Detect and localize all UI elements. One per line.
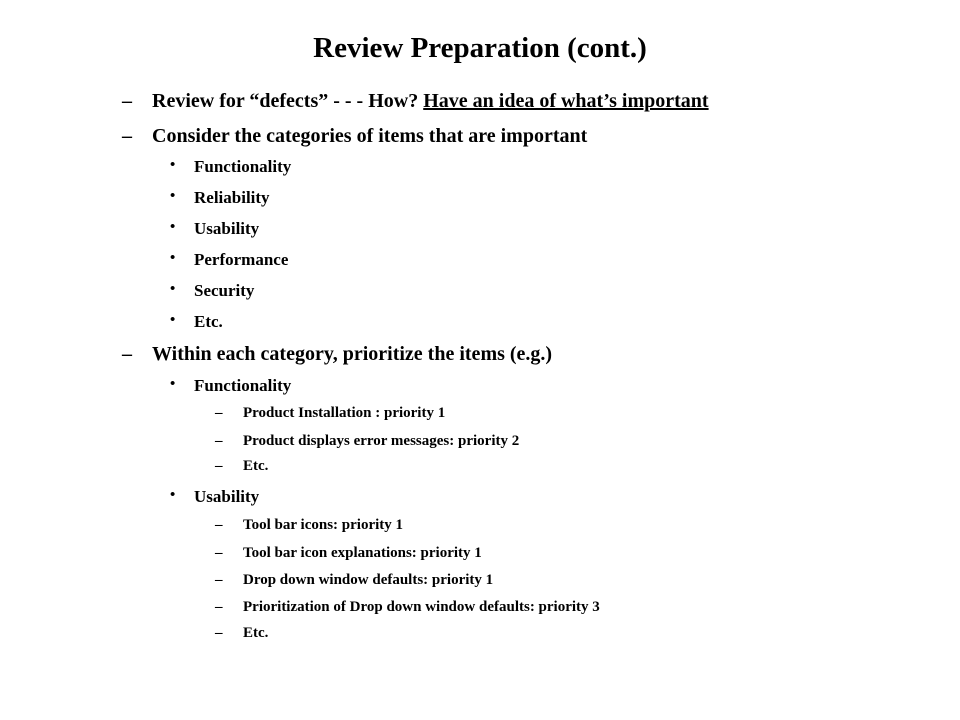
priority-item: Drop down window defaults: priority 1: [243, 572, 494, 588]
point-prioritize-items: Within each category, prioritize the items (e.g.): [152, 343, 553, 365]
category-item: Performance: [194, 250, 289, 269]
priority-item: Prioritization of Drop down window defaults: priority 3: [243, 599, 600, 615]
dash-marker: –: [215, 572, 223, 588]
group-usability: Usability: [194, 487, 260, 506]
category-item: Usability: [194, 219, 260, 238]
dash-marker: –: [122, 125, 132, 147]
bullet-marker: •: [170, 250, 176, 266]
bullet-marker: •: [170, 219, 176, 235]
category-item: Reliability: [194, 188, 270, 207]
dash-marker: –: [122, 343, 132, 365]
bullet-marker: •: [170, 281, 176, 297]
category-item: Functionality: [194, 157, 292, 176]
bullet-marker: •: [170, 157, 176, 173]
priority-item: Etc.: [243, 458, 269, 474]
dash-marker: –: [215, 625, 223, 641]
dash-marker: –: [215, 433, 223, 449]
bullet-marker: •: [170, 376, 176, 392]
priority-item: Etc.: [243, 625, 269, 641]
dash-marker: –: [215, 545, 223, 561]
slide-title: Review Preparation (cont.): [313, 32, 647, 64]
group-functionality: Functionality: [194, 376, 292, 395]
point-consider-categories: Consider the categories of items that are important: [152, 125, 588, 147]
priority-item: Tool bar icon explanations: priority 1: [243, 545, 482, 561]
priority-item: Product displays error messages: priority 2: [243, 433, 520, 449]
dash-marker: –: [215, 517, 223, 533]
dash-marker: –: [122, 90, 132, 112]
priority-item: Tool bar icons: priority 1: [243, 517, 404, 533]
bullet-marker: •: [170, 487, 176, 503]
point-emphasis: Have an idea of what’s important: [423, 90, 709, 112]
priority-item: Product Installation : priority 1: [243, 405, 446, 421]
category-item: Security: [194, 281, 255, 300]
dash-marker: –: [215, 405, 223, 421]
dash-marker: –: [215, 599, 223, 615]
point-prefix: Review for “defects” - - - How?: [152, 90, 424, 112]
bullet-marker: •: [170, 312, 176, 328]
category-item: Etc.: [194, 312, 223, 331]
dash-marker: –: [215, 458, 223, 474]
point-review-for-defects: [152, 90, 709, 113]
bullet-marker: •: [170, 188, 176, 204]
